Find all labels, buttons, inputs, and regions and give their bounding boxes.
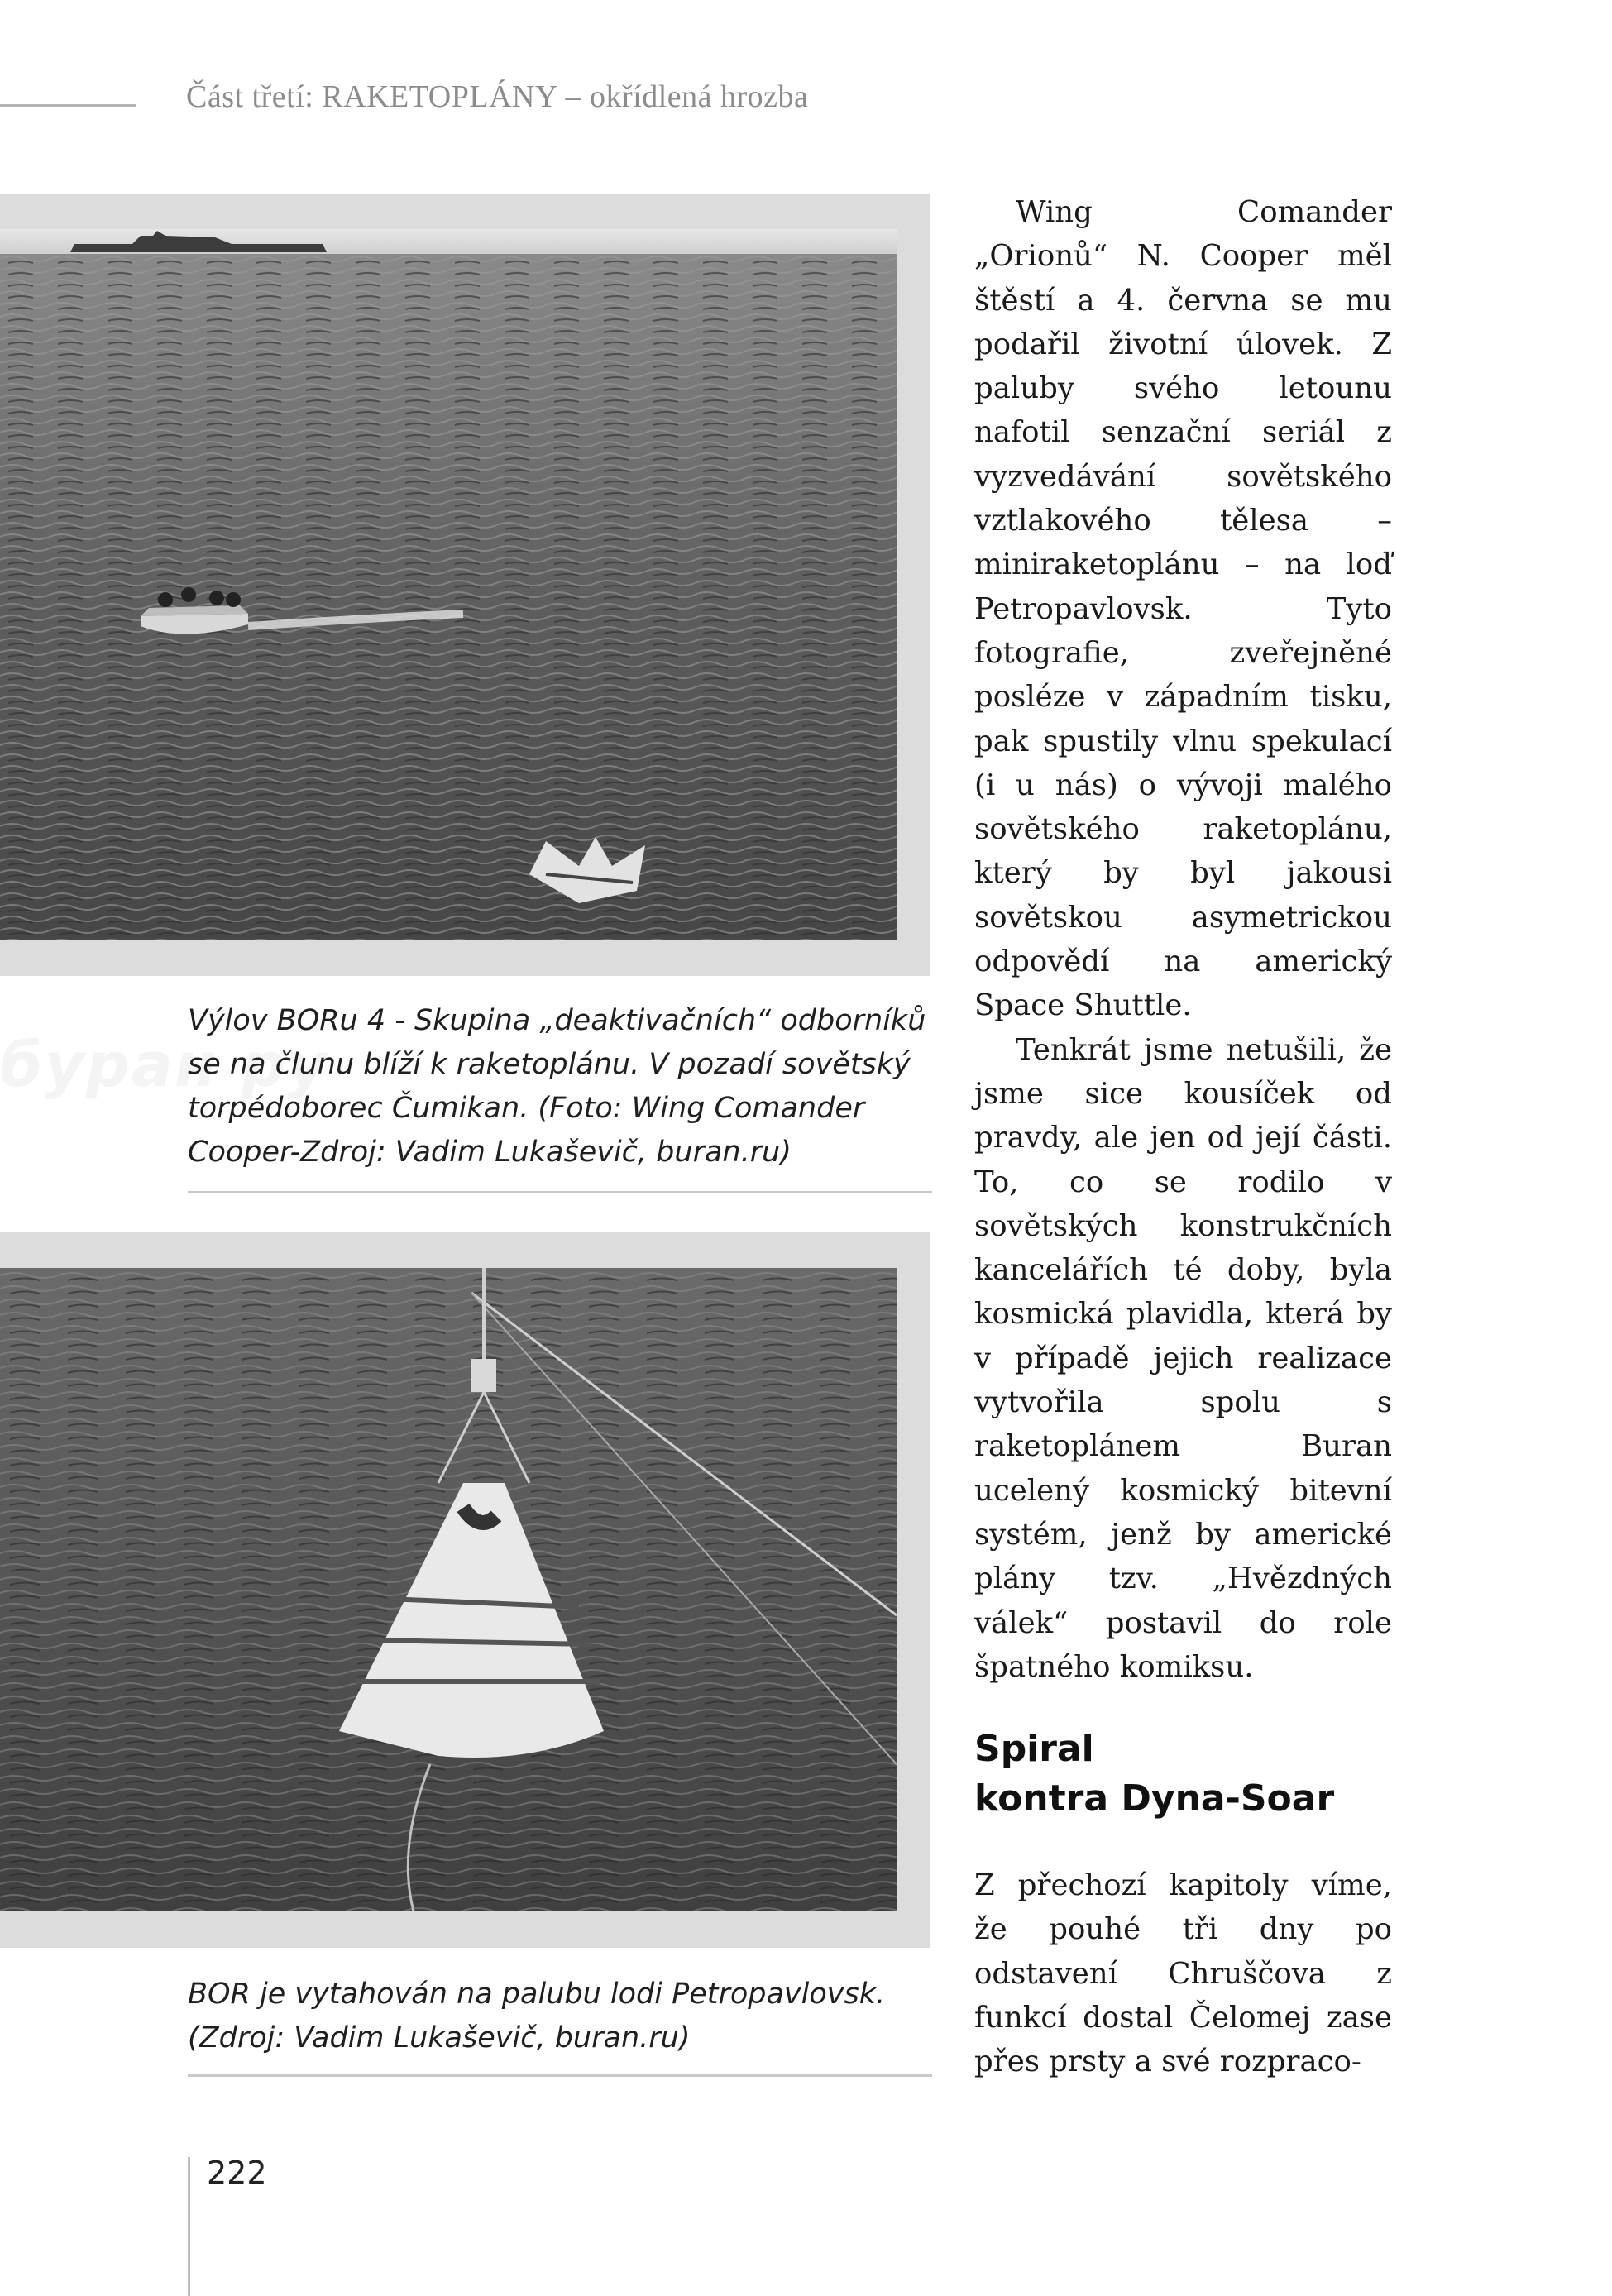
paragraph: Z přechozí kapitoly víme, že pouhé tři dny po odstavení Chruščova z funkcí dostal Čelomej zase přes prsty a své rozpraco- — [974, 1868, 1392, 2079]
body-column — [974, 190, 1392, 1689]
header-rule — [0, 104, 136, 107]
figure-2-frame — [0, 1232, 930, 1948]
page-number: 222 — [207, 2155, 267, 2191]
section-heading — [974, 1724, 1392, 1824]
figure-1-caption: Výlov BORu 4 - Skupina „deaktivačních“ odborníků se na člunu blíží k raketoplánu. V pozadí sovětský torpédoborec Čumikan. (Foto: Wing Comander Cooper-Zdroj: Vadim Lukaševič, buran.ru) — [188, 1004, 926, 1169]
section-heading-line-2: kontra Dyna-Soar — [974, 1777, 1335, 1820]
figure-1-photo — [0, 229, 897, 940]
caption-rule — [188, 1191, 932, 1193]
caption-rule — [188, 2074, 932, 2077]
folio-rule — [188, 2157, 190, 2296]
figure-2-caption: BOR je vytahován na palubu lodi Petropavlovsk. (Zdroj: Vadim Lukaševič, buran.ru) — [188, 1978, 886, 2054]
figure-2-photo — [0, 1268, 897, 1911]
paragraph: Wing Comander „Orionů“ N. Cooper měl štěstí a 4. června se mu podařil životní úlovek. Z paluby svého letounu nafotil senzační seriál z vyzvedávání sovětského vztlakového tělesa – miniraketoplánu – na loď Petropavlovsk. Tyto fotografie, zveřejněné posléze v západním tisku, pak spustily vlnu spekulací (i u nás) o vývoji malého sovětského raketoplánu, který by byl jakousi sovětskou asymetrickou odpovědí na americký Space Shuttle. — [974, 195, 1392, 1023]
hook — [471, 1359, 496, 1392]
section-text — [974, 1863, 1392, 2083]
sea-recovery-photo — [0, 229, 897, 940]
running-head: Část třetí: RAKETOPLÁNY – okřídlená hrozba — [186, 79, 809, 114]
paragraph: Tenkrát jsme netušili, že jsme sice kousíček od pravdy, ale jen od její části. To, co se rodilo v sovětských konstrukčních kancelářích té doby, byla kosmická plavidla, která by v případě jejich realizace vytvořila spolu s raketoplánem Buran ucelený kosmický bitevní systém, jenž by americké plány tzv. „Hvězdných válek“ postavil do role špatného komiksu. — [974, 1032, 1392, 1684]
section-heading-line-1: Spiral — [974, 1728, 1094, 1770]
photo-watermark: буран ру — [0, 1030, 328, 1101]
hoisting-photo — [0, 1268, 897, 1911]
